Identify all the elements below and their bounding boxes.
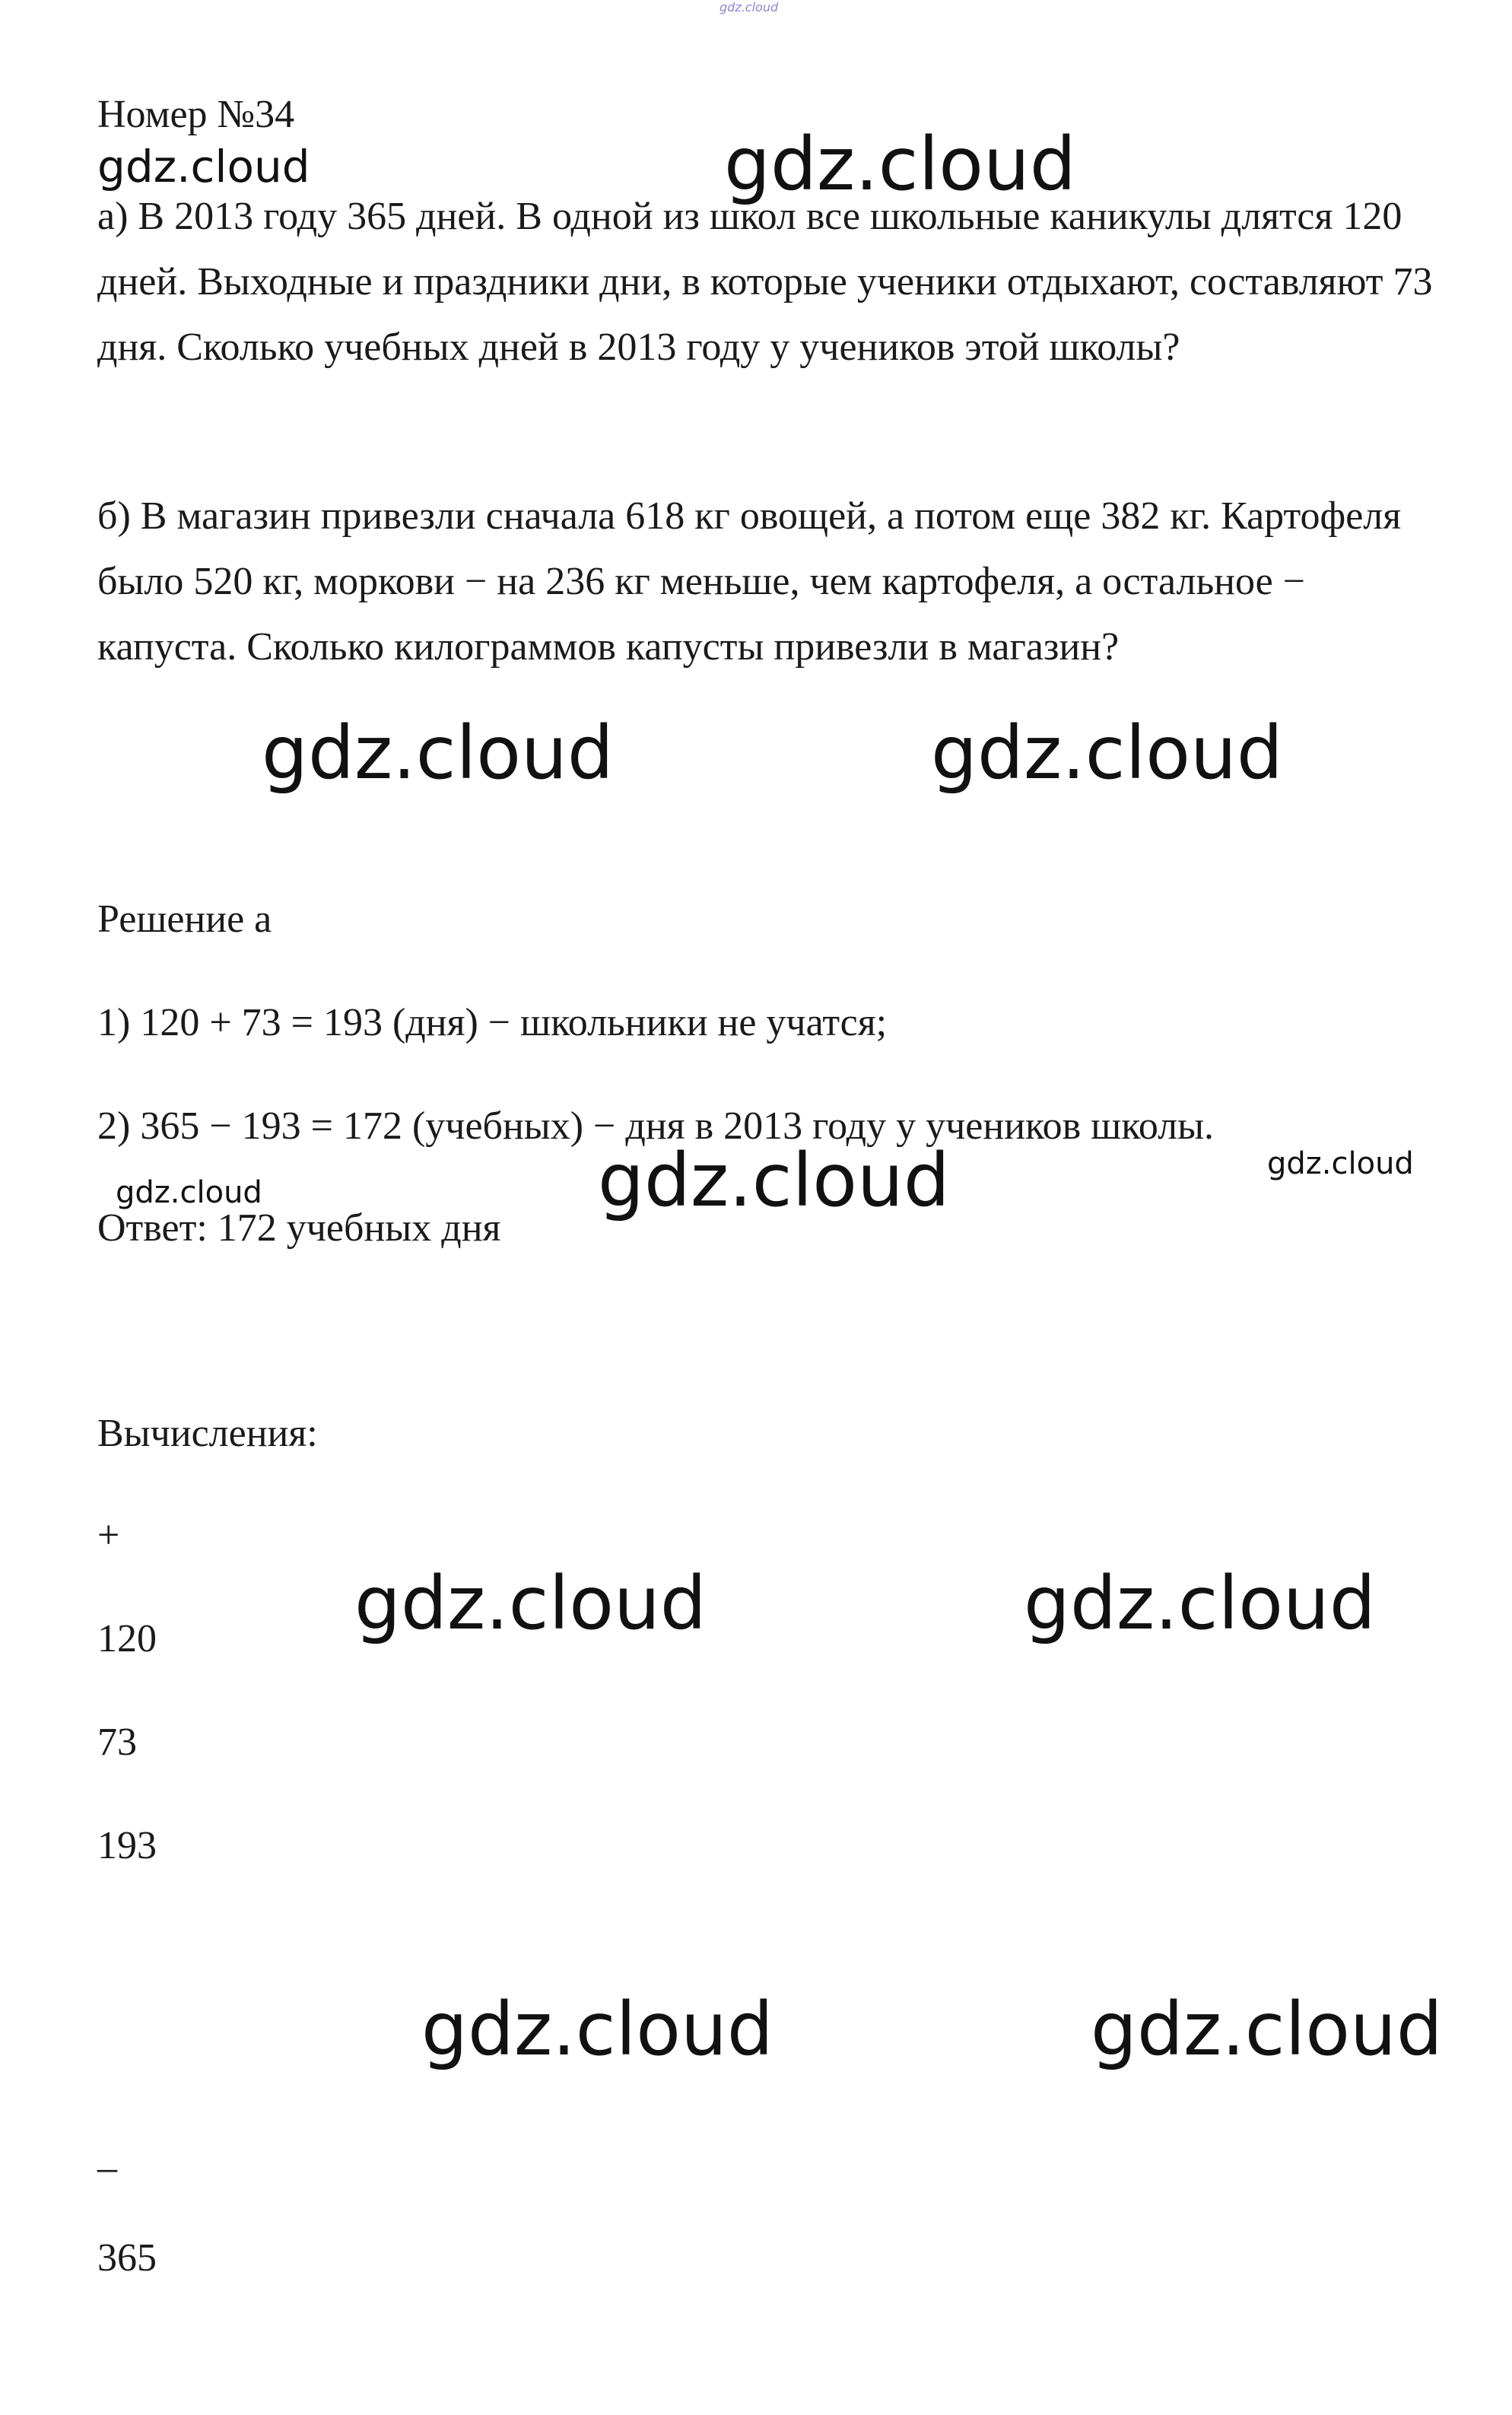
page-title: Номер №34: [97, 93, 295, 136]
solution-step-2: 2) 365 − 193 = 172 (учебных) − дня в 2013 году у учеников школы.: [97, 1104, 1215, 1148]
watermark-header-center: gdz.cloud: [724, 122, 1076, 207]
solution-answer: Ответ: 172 учебных дня: [97, 1206, 501, 1250]
addition-operand-1: 120: [97, 1617, 157, 1660]
watermark-answer-small-right: gdz.cloud: [1267, 1146, 1414, 1181]
watermark-top-tiny: gdz.cloud: [719, 0, 779, 14]
watermark-row1-right: gdz.cloud: [931, 710, 1283, 796]
watermark-answer-small-left: gdz.cloud: [116, 1175, 262, 1210]
calculations-heading: Вычисления:: [97, 1412, 318, 1455]
watermark-row1-left: gdz.cloud: [262, 710, 614, 796]
addition-sign: +: [97, 1514, 120, 1557]
watermark-row2-left: gdz.cloud: [354, 1561, 707, 1646]
subtraction-operand-1: 365: [97, 2236, 157, 2280]
addition-operand-2: 73: [97, 1721, 137, 1764]
watermark-row2-right: gdz.cloud: [1024, 1561, 1376, 1646]
task-part-b: б) В магазин привезли сначала 618 кг овощей, а потом еще 382 кг. Картофеля было 520 кг, моркови − на 236 кг меньше, чем картофеля, а остальное − капуста. Сколько килограммов капусты привезли в магазин?: [97, 494, 1402, 669]
solution-heading: Решение а: [97, 898, 272, 941]
watermark-header-left: gdz.cloud: [97, 141, 310, 192]
solution-step-1: 1) 120 + 73 = 193 (дня) − школьники не учатся;: [97, 1001, 888, 1044]
watermark-row3-left: gdz.cloud: [421, 1987, 773, 2072]
watermark-row3-right: gdz.cloud: [1091, 1987, 1443, 2072]
addition-result: 193: [97, 1824, 157, 1867]
task-part-a: а) В 2013 году 365 дней. В одной из школ все школьные каникулы длятся 120 дней. Выходные и праздники дни, в которые ученики отдыхают, составляют 73 дня. Сколько учебных дней в 2013 году у учеников этой школы?: [97, 195, 1433, 369]
subtraction-sign: _: [97, 2133, 117, 2176]
watermark-answer-center: gdz.cloud: [598, 1138, 950, 1223]
